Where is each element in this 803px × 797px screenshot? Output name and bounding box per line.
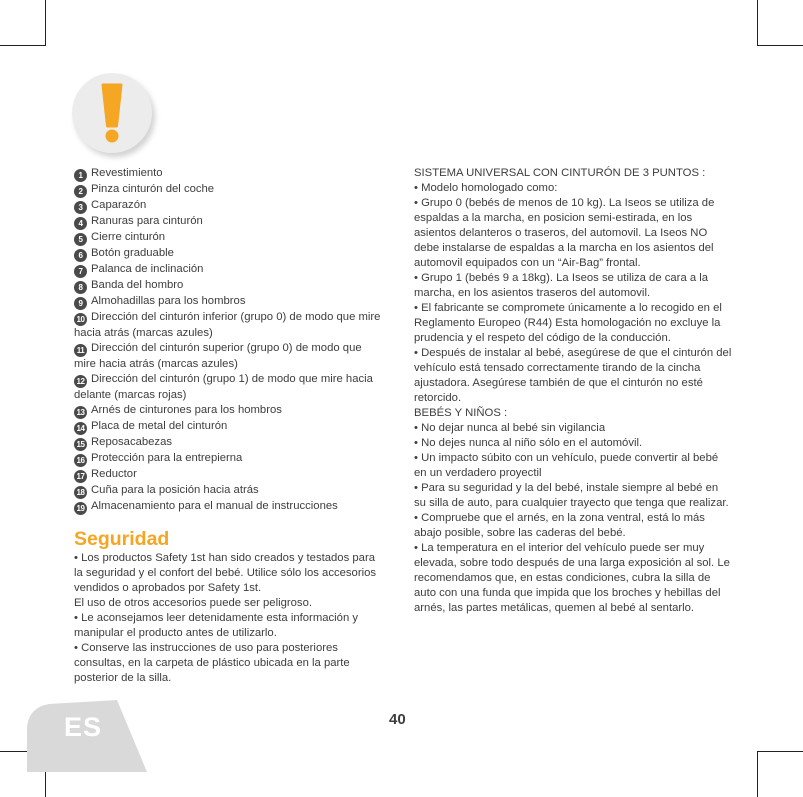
crop-mark <box>757 45 803 46</box>
parts-list-item-text: Palanca de inclinación <box>91 263 204 275</box>
parts-list-item-text: Botón graduable <box>91 247 174 259</box>
body-paragraph: • Para su seguridad y la del bebé, instale siempre al bebé en su silla de auto, para cualquier trayecto que tenga que realizar. <box>414 482 729 509</box>
parts-list-item-text: Placa de metal del cinturón <box>91 420 228 432</box>
parts-list-item <box>74 372 386 403</box>
right-column <box>414 166 732 616</box>
parts-list-item-text: Revestimiento <box>91 167 163 179</box>
parts-list-item-text: Dirección del cinturón (grupo 1) de modo que mire hacia delante (marcas rojas) <box>74 373 373 401</box>
body-paragraph: • La temperatura en el interior del vehículo puede ser muy elevada, sobre todo después de una larga exposición al sol. Le recomendamos que, en estas condiciones, cubra la silla de auto con una funda que impida que los broches y hebillas del arnés, las partes metálicas, quemen al bebé al sentarlo. <box>414 542 730 614</box>
item-number-badge: 7 <box>74 265 87 278</box>
body-paragraph: • Grupo 1 (bebés 9 a 18kg). La Iseos se utiliza de cara a la marcha, en los asientos traseros del automovil. <box>414 272 709 299</box>
parts-list-item-text: Reductor <box>91 468 137 480</box>
body-paragraph: • No dejes nunca al niño sólo en el automóvil. <box>414 437 643 449</box>
crop-mark <box>0 45 46 46</box>
parts-list <box>74 166 386 515</box>
parts-list-item-text: Protección para la entrepierna <box>91 452 243 464</box>
parts-list-item <box>74 166 386 182</box>
seguridad-paragraph: • Le aconsejamos leer detenidamente esta información y manipular el producto antes de utilizarlo. <box>74 612 359 639</box>
section-heading-bebes-ninos: BEBÉS Y NIÑOS : <box>414 407 508 419</box>
parts-list-item <box>74 451 386 467</box>
parts-list-item <box>74 499 386 515</box>
item-number-badge: 9 <box>74 297 87 310</box>
left-column <box>74 166 386 686</box>
parts-list-item <box>74 341 386 372</box>
item-number-badge: 17 <box>74 470 87 483</box>
parts-list-item-text: Banda del hombro <box>91 279 184 291</box>
parts-list-item-text: Cuña para la posición hacia atrás <box>91 484 259 496</box>
body-paragraph: • No dejar nunca al bebé sin vigilancia <box>414 422 606 434</box>
exclamation-mark-icon <box>72 73 152 153</box>
item-number-badge: 15 <box>74 438 87 451</box>
item-number-badge: 19 <box>74 502 87 515</box>
body-paragraph: • Después de instalar al bebé, asegúrese de que el cinturón del vehículo está tensado correctamente tirando de la cincha ajustadora. Asegúrese también de que el cinturón no esté retorcido. <box>414 347 732 404</box>
item-number-badge: 10 <box>74 313 87 326</box>
item-number-badge: 6 <box>74 249 87 262</box>
parts-list-item-text: Cierre cinturón <box>91 231 166 243</box>
parts-list-item <box>74 214 386 230</box>
parts-list-item-text: Dirección del cinturón inferior (grupo 0) de modo que mire hacia atrás (marcas azules) <box>74 311 381 339</box>
item-number-badge: 18 <box>74 486 87 499</box>
item-number-badge: 8 <box>74 281 87 294</box>
page-number: 40 <box>389 711 406 728</box>
parts-list-item <box>74 419 386 435</box>
item-number-badge: 14 <box>74 422 87 435</box>
parts-list-item <box>74 262 386 278</box>
body-paragraph: • Modelo homologado como: <box>414 182 558 194</box>
parts-list-item <box>74 403 386 419</box>
body-paragraph: • Compruebe que el arnés, en la zona ventral, está lo más abajo posible, sobre las caderas del bebé. <box>414 512 705 539</box>
parts-list-item-text: Almacenamiento para el manual de instrucciones <box>91 500 338 512</box>
parts-list-item <box>74 230 386 246</box>
seguridad-paragraph: • Conserve las instrucciones de uso para posteriores consultas, en la carpeta de plástico ubicada en la parte posterior de la silla. <box>74 642 350 684</box>
seguridad-paragraph: • Los productos Safety 1st han sido creados y testados para la seguridad y el confort del bebé. Utilice sólo los accesorios vendidos o aprobados por Safety 1st. <box>74 552 377 594</box>
parts-list-item <box>74 246 386 262</box>
parts-list-item <box>74 198 386 214</box>
item-number-badge: 1 <box>74 169 87 182</box>
item-number-badge: 12 <box>74 375 87 388</box>
parts-list-item-text: Pinza cinturón del coche <box>91 183 215 195</box>
section-heading-sistema-universal: SISTEMA UNIVERSAL CON CINTURÓN DE 3 PUNTOS : <box>414 167 706 179</box>
item-number-badge: 13 <box>74 406 87 419</box>
parts-list-item <box>74 467 386 483</box>
parts-list-item-text: Dirección del cinturón superior (grupo 0) de modo que mire hacia atrás (marcas azules) <box>74 342 362 370</box>
parts-list-item-text: Arnés de cinturones para los hombros <box>91 404 282 416</box>
warning-badge <box>72 73 152 153</box>
item-number-badge: 4 <box>74 217 87 230</box>
item-number-badge: 16 <box>74 454 87 467</box>
body-paragraph: • Un impacto súbito con un vehículo, puede convertir al bebé en un verdadero proyectil <box>414 452 719 479</box>
parts-list-item-text: Reposacabezas <box>91 436 173 448</box>
seguridad-paragraph: El uso de otros accesorios puede ser peligroso. <box>74 597 312 609</box>
parts-list-item-text: Almohadillas para los hombros <box>91 295 246 307</box>
item-number-badge: 5 <box>74 233 87 246</box>
parts-list-item <box>74 278 386 294</box>
body-paragraph: • Grupo 0 (bebés de menos de 10 kg). La Iseos se utiliza de espaldas a la marcha, en posicion semi-estirada, en los asientos delanteros o traseros, del automovil. La Iseos NO debe instalarse de espaldas a la marcha en los asientos del automovil equipados con un “Air-Bag” frontal. <box>414 197 715 269</box>
section-title-seguridad: Seguridad <box>74 528 170 550</box>
language-code: ES <box>64 712 103 742</box>
crop-mark <box>757 751 758 797</box>
parts-list-item <box>74 435 386 451</box>
body-paragraph: • El fabricante se compromete únicamente a lo recogido en el Reglamento Europeo (R44) Esta homologación no excluye la prudencia y el respeto del código de la conducción. <box>414 302 722 344</box>
parts-list-item <box>74 182 386 198</box>
parts-list-item-text: Ranuras para cinturón <box>91 215 203 227</box>
item-number-badge: 2 <box>74 185 87 198</box>
parts-list-item <box>74 294 386 310</box>
parts-list-item-text: Caparazón <box>91 199 147 211</box>
parts-list-item <box>74 310 386 341</box>
crop-mark <box>757 0 758 46</box>
crop-mark <box>45 0 46 46</box>
parts-list-item <box>74 483 386 499</box>
item-number-badge: 11 <box>74 344 87 357</box>
crop-mark <box>757 751 803 752</box>
item-number-badge: 3 <box>74 201 87 214</box>
